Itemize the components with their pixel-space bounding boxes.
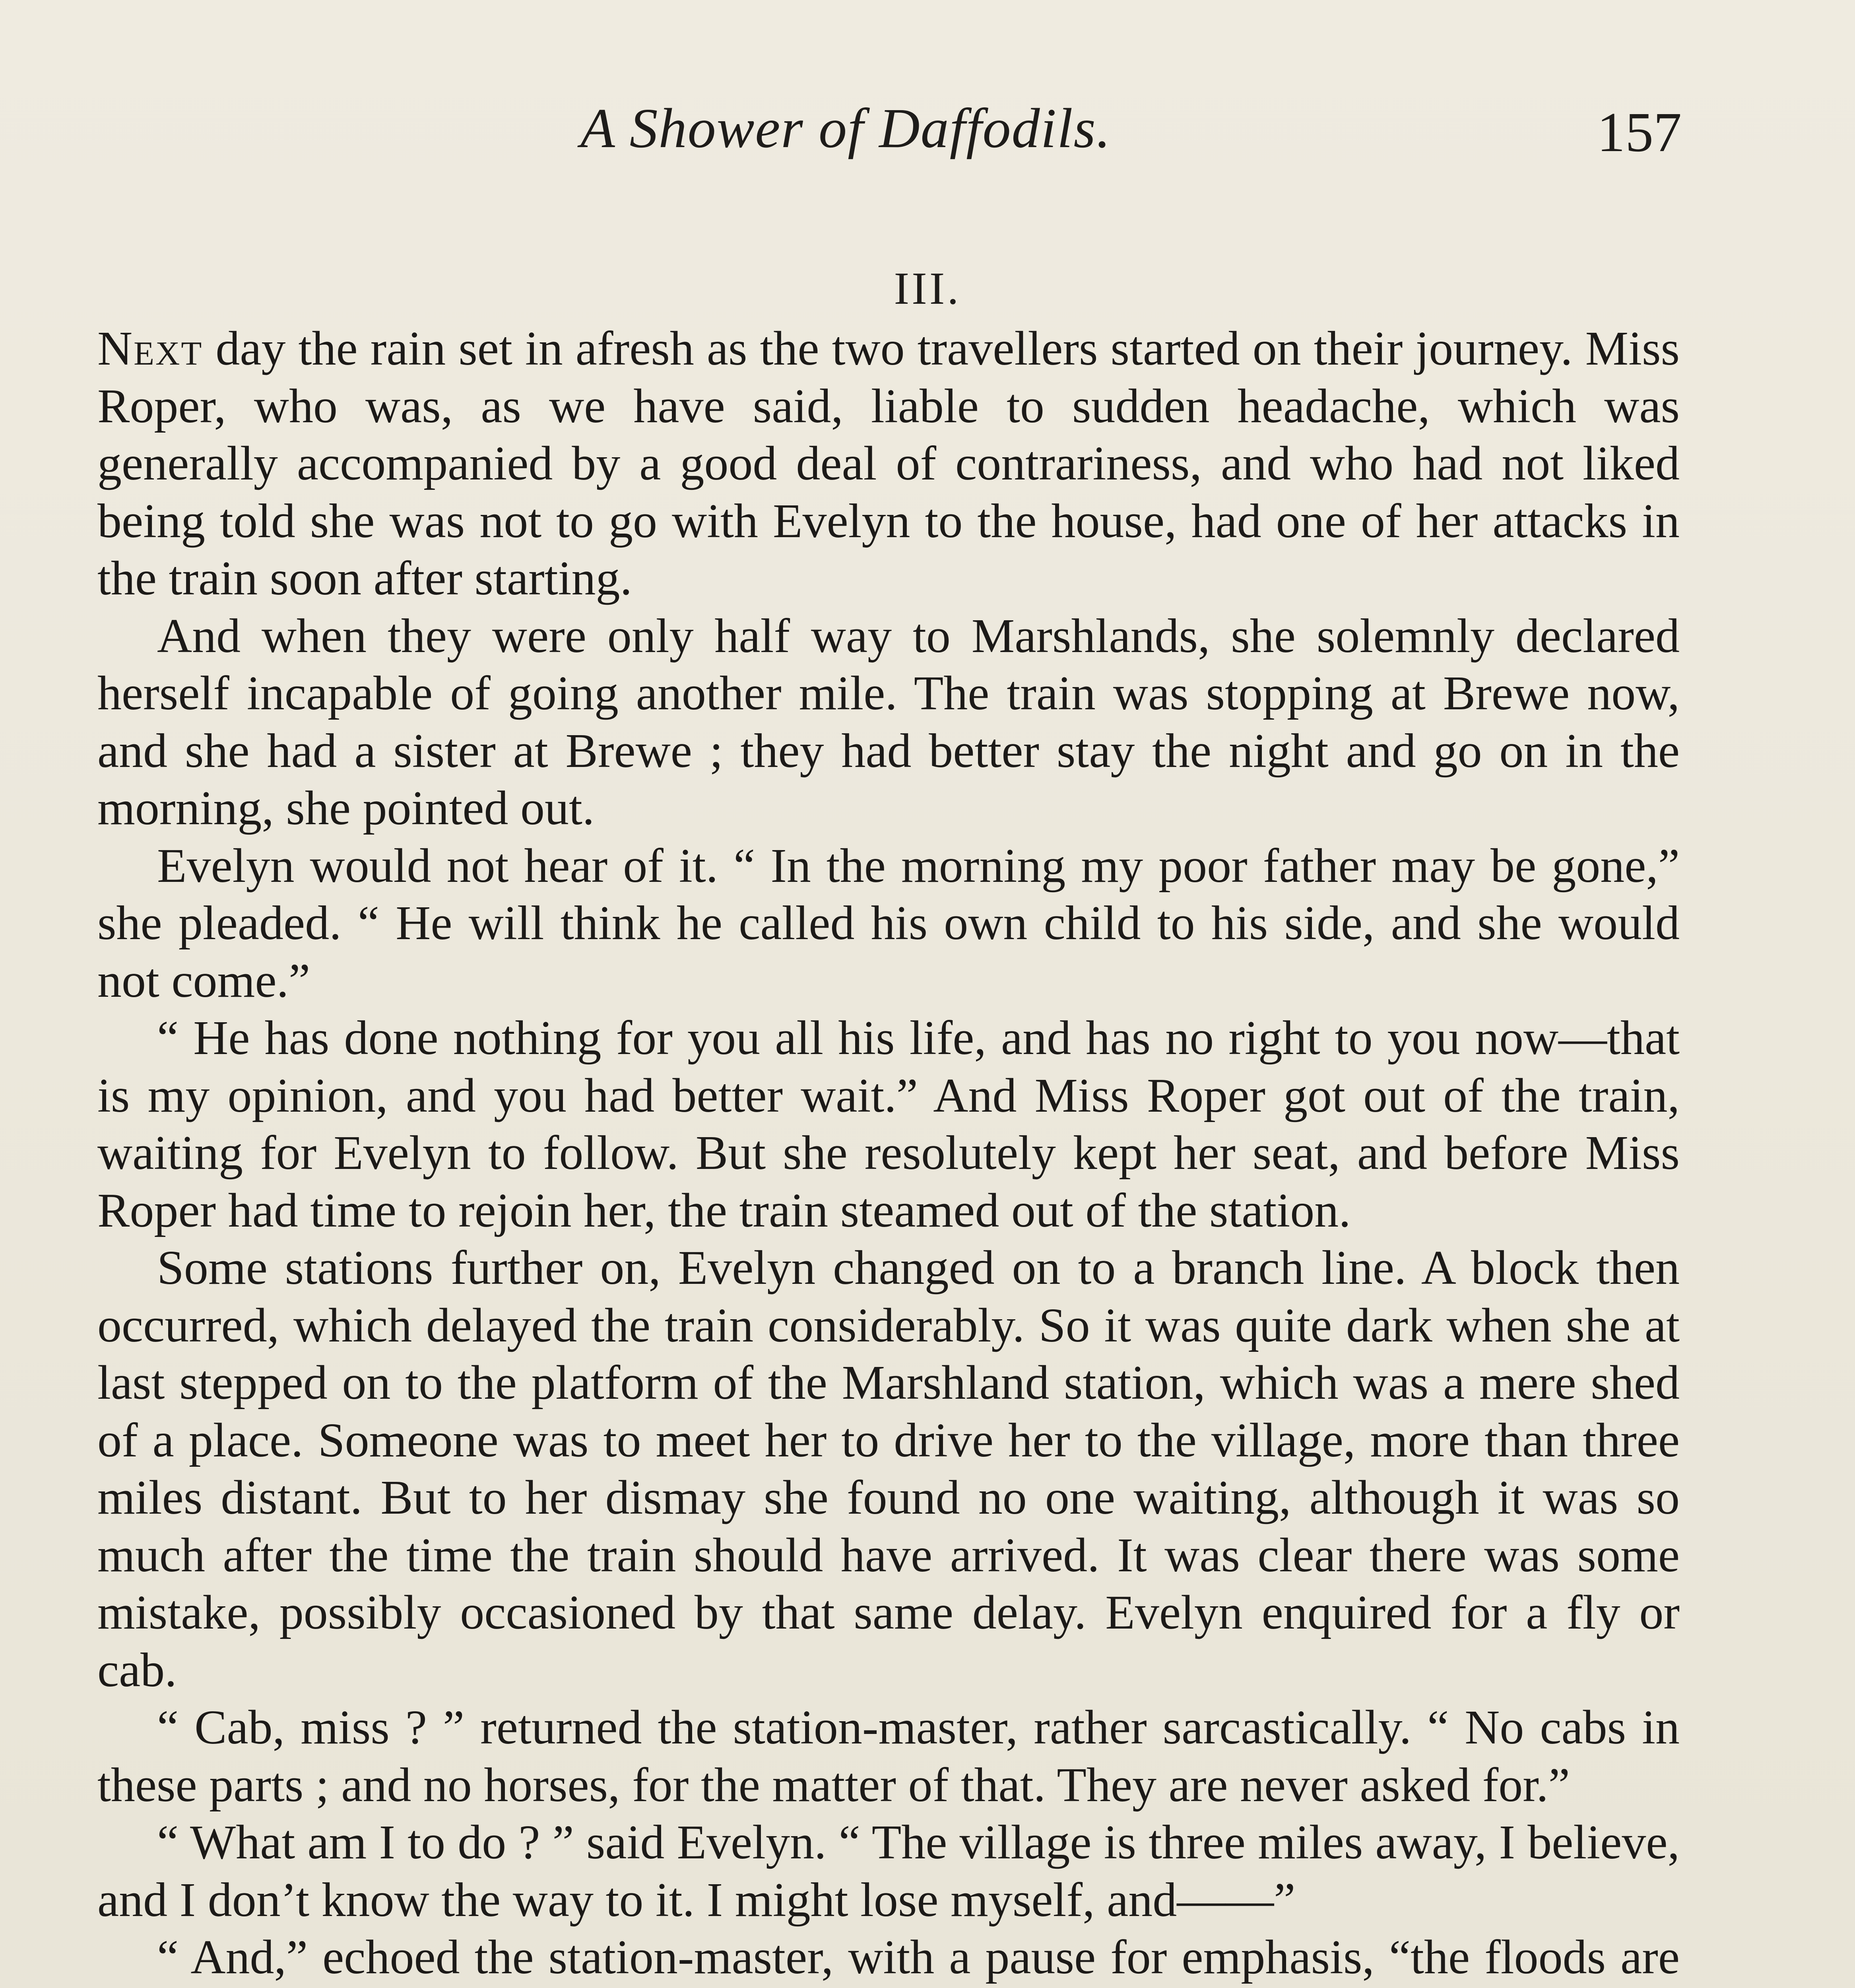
paragraph: “ He has done nothing for you all his life, and has no right to you now—that is my opinion, and you had better wait.” And Miss Roper got out of the train, waiting for Evelyn to follow. But she resolutely kept her seat, and before Miss Roper had time to rejoin her, the train steamed out of the station. xyxy=(97,1011,1680,1237)
paragraph: “ And,” echoed the station-master, with a pause for emphasis, “the floods are xyxy=(157,1930,1680,1984)
paragraph: Evelyn would not hear of it. “ In the morning my poor father may be gone,” she pleaded. “ He will think he called his own child to his side, and she would not come.” xyxy=(97,839,1680,1008)
paragraph: Some stations further on, Evelyn changed on to a branch line. A block then occurred, which delayed the train considerably. So it was quite dark when she at last stepped on to the platform of the Marshland station, which was a mere shed of a place. Someone was to meet her to drive her to the village, more than three miles distant. But to her dismay she found no one waiting, although it was so much after the time the train should have arrived. It was clear there was some mistake, possibly occasioned by that same delay. Evelyn enquired for a fly or cab. xyxy=(97,1241,1680,1697)
paragraph xyxy=(97,320,1680,608)
paragraph: “ What am I to do ? ” said Evelyn. “ The village is three miles away, I believe, and I don’t know the way to it. I might lose myself, and——” xyxy=(97,1815,1680,1927)
running-title: A Shower of Daffodils. xyxy=(580,97,1112,159)
body-text xyxy=(97,320,1680,1988)
section-number: III. xyxy=(894,263,961,314)
paragraph: “ Cab, miss ? ” returned the station-master, rather sarcastically. “ No cabs in these parts ; and no horses, for the matter of that. They are never asked for.” xyxy=(97,1701,1680,1812)
page-number: 157 xyxy=(1597,101,1682,163)
page-header xyxy=(95,95,1682,187)
paragraph: And when they were only half way to Marshlands, she solemnly declared herself incapable of going another mile. The train was stopping at Brewe now, and she had a sister at Brewe ; they had better stay the night and go on in the morning, she pointed out. xyxy=(97,609,1680,835)
paragraph-text: day the rain set in afresh as the two travellers started on their journey. Miss Roper, who was, as we have said, liable to sudden headache, which was generally accompanied by a good deal of contrariness, and who had not liked being told she was not to go with Evelyn to the house, had one of her attacks in the train soon after starting. xyxy=(97,322,1680,605)
lead-word: Next xyxy=(97,322,203,375)
